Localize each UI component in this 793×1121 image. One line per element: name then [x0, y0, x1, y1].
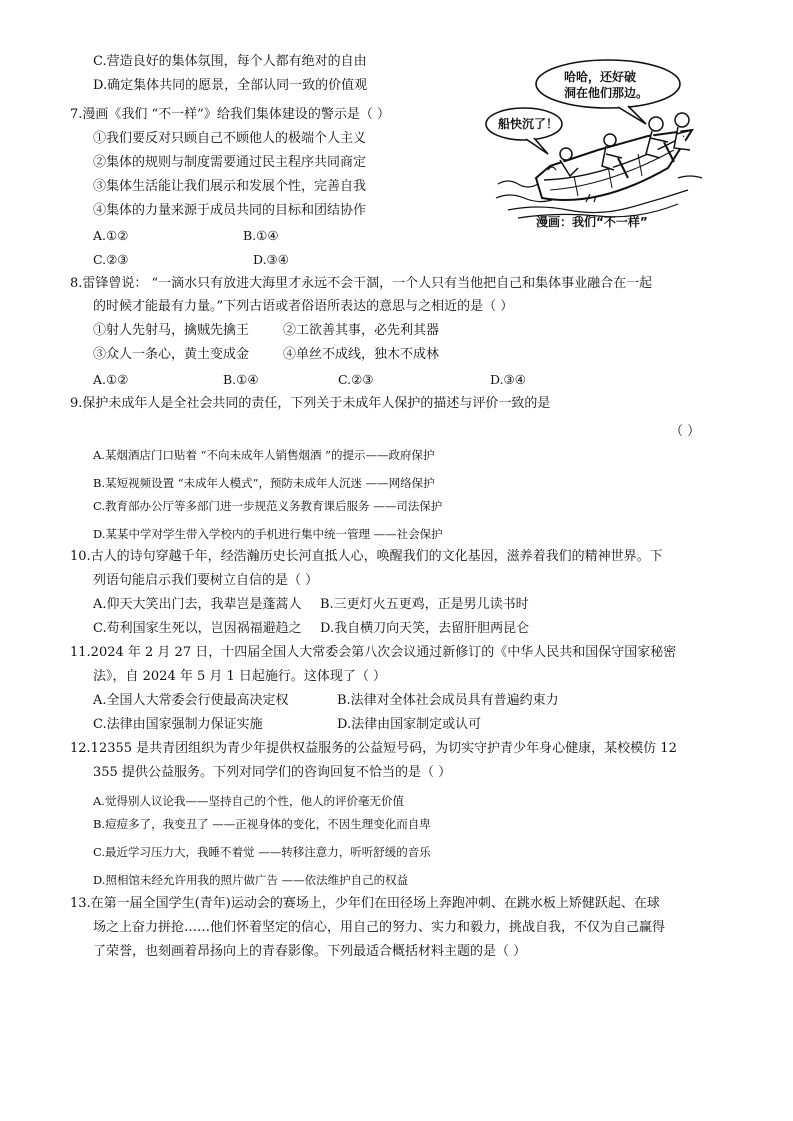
q7-statement-2: ②集体的规则与制度需要通过民主程序共同商定 [93, 155, 367, 170]
q12-option-b: B.痘痘多了，我变丑了 ——正视身体的变化，不因生理变化而自卑 [93, 817, 431, 831]
q6-option-d: D.确定集体共同的愿景，全部认同一致的价值观 [93, 78, 368, 93]
q11-option-c: C.法律由国家强制力保证实施 [93, 717, 263, 732]
q10-option-c: C.苟利国家生死以，岂因祸福避趋之 [93, 621, 302, 636]
q7-statement-1: ①我们要反对只顾自己不顾他人的极端个人主义 [93, 131, 367, 146]
q8-option-a: A.①② [93, 372, 129, 387]
q8-statement-4: ④单丝不成线，独木不成林 [283, 347, 440, 362]
q7-statement-3: ③集体生活能让我们展示和发展个性，完善自我 [93, 179, 367, 194]
q11-option-b: B.法律对全体社会成员具有普遍约束力 [337, 693, 559, 708]
q11-option-a: A.全国人大常委会行使最高决定权 [93, 693, 289, 708]
q12-option-c: C.最近学习压力大，我睡不着觉 ——转移注意力，听听舒缓的音乐 [93, 845, 431, 859]
q11-stem-line2: 法》，自 2024 年 5 月 1 日起施行。这体现了（ ） [93, 669, 387, 684]
q9-stem: 9.保护未成年人是全社会共同的责任，下列关于未成年人保护的描述与评价一致的是 [70, 396, 551, 411]
q8-option-b: B.①④ [223, 372, 259, 387]
q13-stem-line3: 了荣誉，也刻画着昂扬向上的青春影像。下列最适合概括材料主题的是（ ） [93, 944, 527, 959]
q9-option-b: B.某短视频设置 “未成年人模式”，预防未成年人沉迷 ——网络保护 [93, 476, 435, 490]
q9-option-a: A.某烟酒店门口贴着 “不向未成年人销售烟酒 ”的提示——政府保护 [93, 448, 435, 462]
q8-stem-line1: 8.雷锋曾说： “一滴水只有放进大海里才永远不会干涸，一个人只有当他把自己和集体事业融合在一起 [70, 276, 653, 291]
q7-option-c: C.②③ [93, 252, 129, 267]
bubble-right-line2: 洞在他们那边。 [564, 86, 649, 100]
bubble-left-text: 船快沉了！ [498, 117, 559, 131]
q12-option-d: D.照相馆未经允许用我的照片做广告 ——依法维护自己的权益 [93, 873, 409, 887]
q9-answer-bracket: （ ） [670, 424, 701, 439]
q8-option-c: C.②③ [338, 372, 374, 387]
q10-option-b: B.三更灯火五更鸡，正是男儿读书时 [320, 597, 529, 612]
q8-option-d: D.③④ [490, 372, 526, 387]
q8-stem-line2: 的时候才能最有力量。”下列古语或者俗语所表达的意思与之相近的是（ ） [93, 299, 514, 314]
q7-stem: 7.漫画《我们 “不一样”》给我们集体建设的警示是（ ） [70, 107, 390, 122]
q13-stem-line1: 13.在第一届全国学生(青年)运动会的赛场上，少年们在田径场上奔跑冲刺、在跳水板上矫健跃起、在球 [70, 896, 660, 911]
speech-bubble-left [486, 108, 562, 154]
q10-option-a: A.仰天大笑出门去，我辈岂是蓬蒿人 [93, 597, 302, 612]
q9-option-c: C.教育部办公厅等多部门进一步规范义务教育课后服务 ——司法保护 [93, 499, 443, 513]
q8-statement-2: ②工欲善其事，必先利其器 [283, 323, 440, 338]
q10-option-d: D.我自横刀向天笑，去留肝胆两昆仑 [320, 621, 530, 636]
q8-statement-3: ③众人一条心，黄土变成金 [93, 347, 250, 362]
bubble-right-line1: 哈哈，还好破 [564, 70, 637, 84]
q6-option-c: C.营造良好的集体氛围，每个人都有绝对的自由 [93, 54, 367, 69]
cartoon-caption: 漫画：我们“不一样” [536, 215, 648, 229]
q10-stem-line2: 列语句能启示我们要树立自信的是（ ） [93, 573, 319, 588]
q12-stem-line2: 355 提供公益服务。下列对同学们的咨询回复不恰当的是（ ） [93, 765, 452, 780]
q7-option-b: B.①④ [243, 228, 279, 243]
q12-stem-line1: 12.12355 是共青团组织为青少年提供权益服务的公益短号码，为切实守护青少年身心健康，某校模仿 12 [70, 741, 677, 756]
cartoon-illustration [478, 58, 716, 230]
q11-option-d: D.法律由国家制定或认可 [337, 717, 482, 732]
q8-statement-1: ①射人先射马，擒贼先擒王 [93, 323, 250, 338]
speech-bubble-right [536, 60, 680, 124]
q7-statement-4: ④集体的力量来源于成员共同的目标和团结协作 [93, 203, 367, 218]
q7-option-a: A.①② [93, 228, 129, 243]
q9-option-d: D.某某中学对学生带入学校内的手机进行集中统一管理 ——社会保护 [93, 527, 443, 541]
q12-option-a: A.觉得别人议论我——坚持自己的个性，他人的评价毫无价值 [93, 794, 404, 808]
q11-stem-line1: 11.2024 年 2 月 27 日，十四届全国人大常委会第八次会议通过新修订的《中华人民共和国保守国家秘密 [70, 645, 677, 660]
q13-stem-line2: 场之上奋力拼抢……他们怀着坚定的信心，用自己的努力、实力和毅力，挑战自我，不仅为自己赢得 [93, 920, 666, 935]
q7-option-d: D.③④ [253, 252, 289, 267]
q10-stem-line1: 10.古人的诗句穿越千年，经浩瀚历史长河直抵人心，唤醒我们的文化基因，滋养着我们的精神世界。下 [70, 549, 663, 564]
